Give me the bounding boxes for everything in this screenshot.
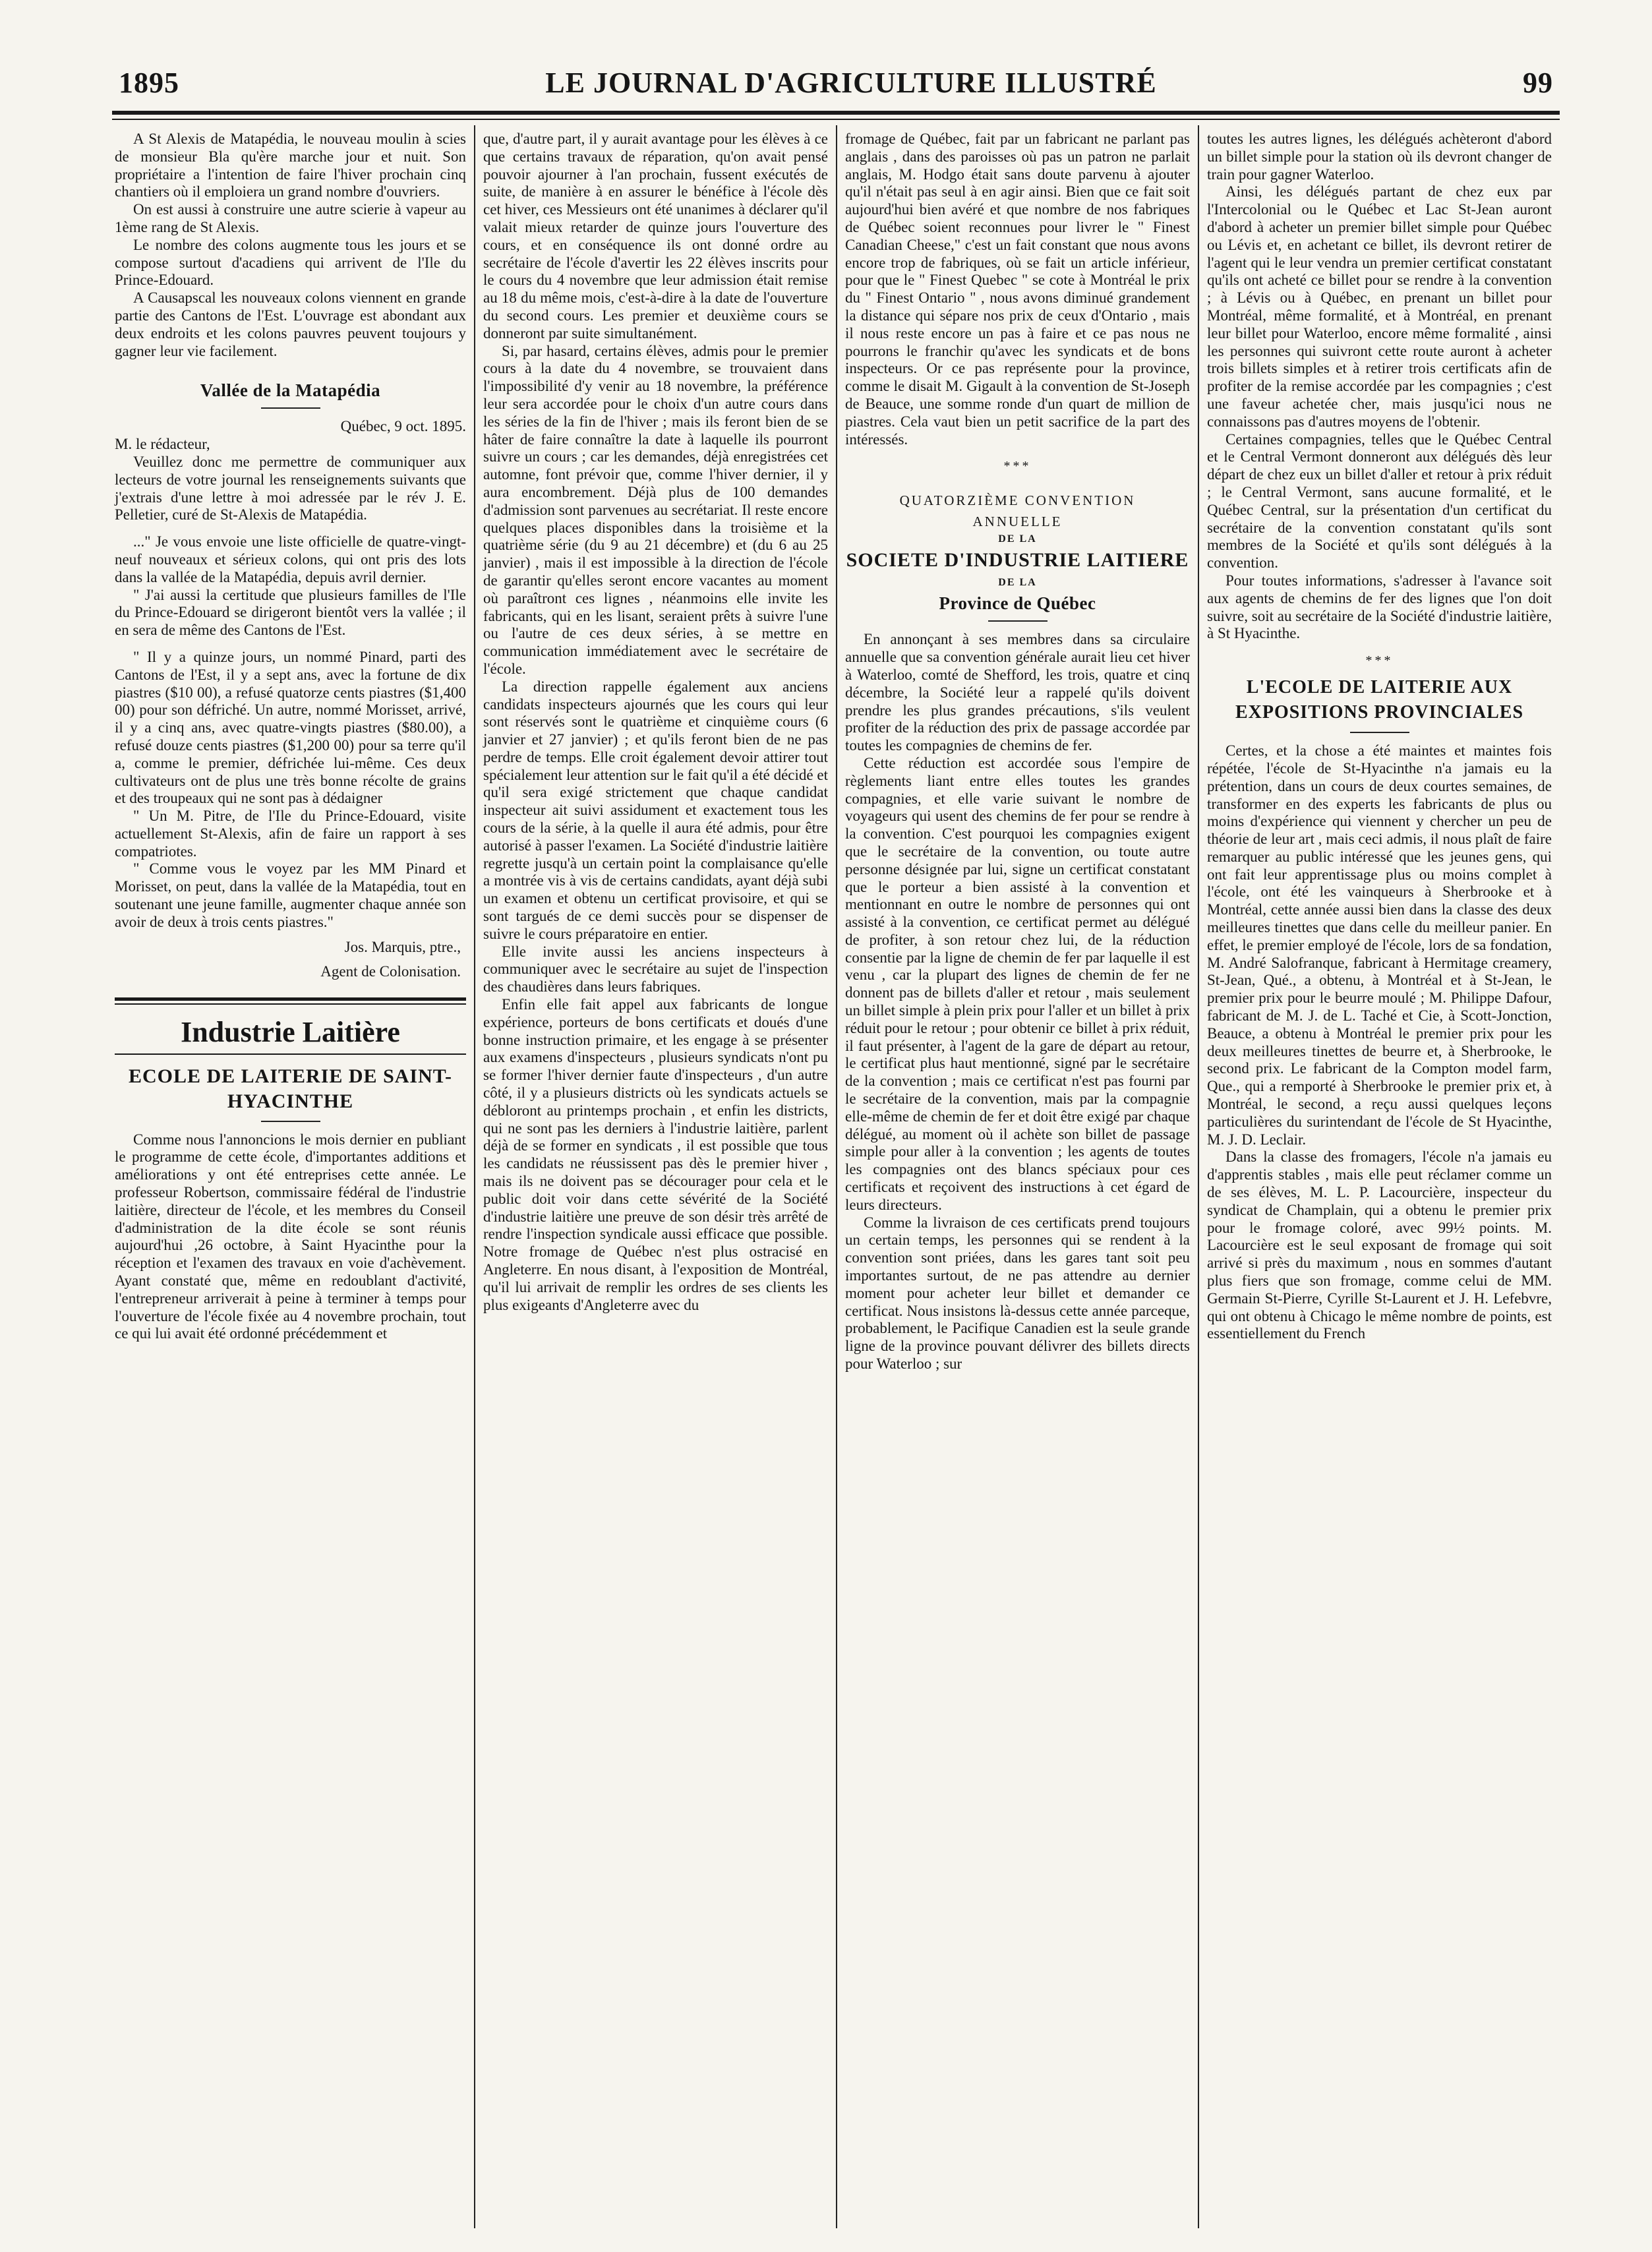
convention-heading-3: DE LA xyxy=(998,533,1037,545)
masthead-page-number: 99 xyxy=(1522,66,1553,99)
column-2 xyxy=(474,125,836,2228)
article-title: L'ECOLE DE LAITERIE AUX EXPOSITIONS PROVINCIALES xyxy=(1235,677,1524,723)
signature-name: Jos. Marquis, ptre., xyxy=(344,938,461,955)
short-rule xyxy=(1350,732,1409,733)
paragraph: A Causapscal les nouveaux colons viennent en grande partie des Cantons de l'Est. L'ouvrage est abondant aux deux endroits et les colons pauvres peuvent toujours y gagner leur vie facilement. xyxy=(115,289,466,359)
paragraph: " Un M. Pitre, de l'Ile du Prince-Edouard, visite actuellement St-Alexis, afin de faire un rapport à ses compatriotes. xyxy=(115,808,466,860)
paragraph: Certes, et la chose a été maintes et maintes fois répétée, l'école de St-Hyacinthe n'a jamais eu la prétention, dans un cours de deux courtes semaines, de transformer en des experts les fabricants de plus ou moins d'expérience qui viennent y chercher un peu de théorie de leur art , mais ceci admis, il nous plaît de faire remarquer au public intéressé que les jeunes gens, qui ont fait leur apprentissage plus ou moins complet à l'école, ont été les vainqueurs à Sherbrooke et à Montréal, cette année aussi bien dans la classe des deux meilleures tinettes que dans celle du meilleur panier. En effet, le premier employé de l'école, lors de sa fondation, M. André Salofranque, fabricant à Hermitage creamery, St-Jean, Qué., a obtenu, à Montréal et à St-Jean, le premier prix pour le beurre moulé ; M. Philippe Dafour, fabricant de M. J. de L. Taché et Cie, à Scott-Jonction, Beauce, a obtenu à Montréal le premier prix pour les deux meilleures tinettes de beurre et, à Sherbrooke, le second prix. Le fabricant de la Compton model farm, Que., qui a remporté à Sherbrooke le premier prix et, à Montréal, le second, a reçu aussi quelques leçons particulières du surintendant de l'école de St Hyacinthe, M. J. D. Leclair. xyxy=(1207,742,1552,1148)
paragraph: En annonçant à ses membres dans sa circulaire annuelle que sa convention générale aurait lieu cet hiver à Waterloo, comté de Shefford, les trois, quatre et cinq décembre, la Société leur a rappelé qu'ils doivent prendre les plus grandes précautions, s'ils veulent profiter de la réduction des prix de passage accordée par toutes les compagnies de chemins de fer. xyxy=(845,631,1190,754)
letter-heading: Vallée de la Matapédia xyxy=(200,380,381,401)
paragraph: " Il y a quinze jours, un nommé Pinard, parti des Cantons de l'Est, il y a sept ans, avec la fortune de dix piastres ($10 00), a refusé quatorze cents piastres ($1,400 00) pour son défriché. Un autre, nommé Morisset, arrivé, il y a cinq ans, avec quatre-vingts piastres ($80.00), a refusé douze cents piastres ($1,200 00) pour sa terre qu'il a, comme le premier, défrichée lui-même. Ces deux cultivateurs ont de plus une très bonne récolte de grains et des troupeaux qui ne sont pas à dédaigner xyxy=(115,648,466,807)
separator-stars: *** xyxy=(1003,459,1032,474)
paragraph: Veuillez donc me permettre de communiquer aux lecteurs de votre journal les renseignements suivants que j'extrais d'une lettre à moi adressée par le rév J. E. Pelletier, curé de St-Alexis de Matapédia. xyxy=(115,453,466,523)
convention-heading-6: Province de Québec xyxy=(939,593,1096,614)
paragraph: Comme nous l'annoncions le mois dernier en publiant le programme de cette école, d'importantes additions et améliorations y ont été entreprises cette année. Le professeur Robertson, commissaire fédéral de l'industrie laitière, directeur de l'école, et les membres du Conseil d'administration de la dite école se sont réunis aujourd'hui ,26 octobre, à Saint Hyacinthe pour la réception et l'examen des travaux en voie d'achèvement. Ayant constaté que, même en redoublant d'activité, l'entrepreneur arriverait à peine à terminer à temps pour l'ouverture de l'école fixée au 4 novembre prochain, tout ce qui lui avait été ordonné précédemment et xyxy=(115,1131,466,1342)
paragraph: toutes les autres lignes, les délégués achèteront d'abord un billet simple pour la station où ils devront changer de train pour gagner Waterloo. xyxy=(1207,131,1552,183)
paragraph: Certaines compagnies, telles que le Québec Central et le Central Vermont donneront aux délégués dès leur départ de chez eux un billet d'aller et retour à prix réduit ; le Central Vermont, sans aucune formalité, et le Québec Central, sur la présentation d'un certificat du secrétaire de la convention constatant qu'ils sont membres de la Société et qu'ils sont délégués à la convention. xyxy=(1207,430,1552,572)
paragraph: Enfin elle fait appel aux fabricants de longue expérience, porteurs de bons certificats et doués d'une bonne instruction primaire, et les engage à se présenter aux examens d'inspecteurs , plusieurs syndicats n'ont pu se former l'hiver dernier faute d'inspecteurs , d'un autre côté, il y a plusieurs districts où les syndicats actuels se débloront au printemps prochain , et enfin les districts, qui ne sont pas les derniers à l'industrie laitière, parlent déjà de se former en syndicats , il est possible que tous les candidats ne réussissent pas dès le premier hiver , mais ils ne doivent pas se décourager pour cela et le public doit voir dans cette sévérité de la Société d'industrie laitière une preuve de son désir très arrêté de rendre l'inspection syndicale aussi efficace que possible. Notre fromage de Québec n'est plus ostracisé en Angleterre. En nous disant, à l'exposition de Montréal, qu'il lui arrivait de remplir les ordres de ses clients les plus exigeants d'Angleterre avec du xyxy=(483,996,828,1313)
paragraph: Si, par hasard, certains élèves, admis pour le premier cours à la date du 4 novembre, se trouvaient dans l'impossibilité d'y venir au 18 novembre, la préférence leur sera accordée pour le choix d'un autre cours dans les séries de la fin de l'hiver ; mais ils feront bien de se hâter de faire connaître la date à laquelle ils pourront suivre un cours ; car les demandes, déjà enregistrées cet automne, font prévoir que, comme l'hiver dernier, il y aura encombrement. Déjà plus de 100 demandes d'admission sont parvenues au secrétariat. Il reste encore quelques places disponibles dans la troisième et la quatrième série (du 9 au 21 décembre) et (du 6 au 25 janvier) , mais il est impossible à la direction de l'école de garantir qu'elles seront encore vacantes au moment où paraîtront ces lignes , néanmoins elle invite les fabricants, qui en les lisant, seraient prêts à suivre l'une ou l'autre de ces deux séries, à se mettre en communication immédiatement avec le secrétaire de l'école. xyxy=(483,342,828,677)
masthead-rule xyxy=(112,111,1560,115)
masthead-title: LE JOURNAL D'AGRICULTURE ILLUSTRÉ xyxy=(545,66,1157,99)
signature-title: Agent de Colonisation. xyxy=(320,963,461,980)
paragraph: " J'ai aussi la certitude que plusieurs familles de l'Ile du Prince-Edouard se dirigeront bientôt vers la vallée ; il en sera de même des Cantons de l'Est. xyxy=(115,586,466,639)
paragraph: La direction rappelle également aux anciens candidats inspecteurs ajournés que les cours qui leur sont réservés sont le quatrième et cinquième cours (6 janvier et 27 janvier) ; et qu'ils feront bien de ne pas perdre de temps. Elle croit également devoir attirer tout spécialement leur attention sur le fait qu'il a été décidé et qu'il sera exigé strictement que chaque candidat inspecteur ait suivi assidument et exactement tous les cours de la série, à la quelle il aura été admis, pour être autorisé à passer l'examen. La Société d'industrie laitière regrette jusqu'à un certain point la complaisance qu'elle a montrée vis à vis de certains candidats, ayant déjà subi un examen et obtenu un certificat provisoire, et qui se sont targués de ce demi succès pour se dispenser de suivre le cours préparatoire en entier. xyxy=(483,678,828,942)
masthead-year: 1895 xyxy=(119,66,179,99)
column-4 xyxy=(1198,125,1560,2228)
columns xyxy=(112,125,1560,2228)
paragraph: On est aussi à construire une autre scierie à vapeur au 1ème rang de St Alexis. xyxy=(115,201,466,235)
letter-salutation: M. le rédacteur, xyxy=(115,436,210,453)
convention-heading-4: SOCIETE D'INDUSTRIE LAITIERE xyxy=(846,549,1189,572)
paragraph: " Comme vous le voyez par les MM Pinard et Morisset, on peut, dans la vallée de la Matapédia, tout en soutenant une jeune famille, augmenter chaque année son avoir de deux à trois cents piastres." xyxy=(115,860,466,930)
paragraph: A St Alexis de Matapédia, le nouveau moulin à scies de monsieur Bla qu'ère marche jour et nuit. Son propriétaire a l'intention de faire l'hiver prochain cinq chantiers où il emploiera un grand nombre d'ouvriers. xyxy=(115,131,466,200)
paragraph: Le nombre des colons augmente tous les jours et se compose surtout d'acadiens qui arrivent de l'Ile du Prince-Edouard. xyxy=(115,236,466,289)
paragraph: ..." Je vous envoie une liste officielle de quatre-vingt-neuf nouveaux et sérieux colons, qui ont pris des lots dans la vallée de la Matapédia, depuis avril dernier. xyxy=(115,533,466,585)
convention-heading-2: ANNUELLE xyxy=(972,514,1063,530)
column-3 xyxy=(836,125,1198,2228)
convention-heading-1: QUATORZIÈME CONVENTION xyxy=(899,492,1136,509)
paragraph: Cette réduction est accordée sous l'empire de règlements liant entre elles toutes les grandes compagnies, et elle varie suivant le nombre de voyageurs qui usent des chemins de fer pour se rendre à la convention. C'est pourquoi les compagnies exigent que le secrétaire de la convention, ou toute autre personne désignée par lui, signe un certificat constatant que le porteur a bien assisté à la convention et mentionnant en outre le nombre de personnes qui ont assisté à la convention, ce certificat permet au délégué de profiter, à son retour chez lui, de la réduction consentie par la ligne de chemin de fer par laquelle il est venu , car la plupart des lignes de chemin de fer ne donnent pas de billets d'aller et retour , mais seulement un billet simple à plein prix pour l'aller et un billet à prix réduit pour le retour ; pour obtenir ce billet à prix réduit, il faut présenter, à l'agent de la gare de départ au retour, le certificat plus haut mentionné, signé par le secrétaire de la convention ; mais ce certificat n'est pas fourni par le secrétaire de la convention, mais par la compagnie elle-même de chemin de fer et doit être exigé par chaque délégué, au moment où il achète son billet de passage simple pour aller à la convention ; les agents de toutes les compagnies ont des blancs spéciaux pour ces certificats et reçoivent des instructions à cet égard de leurs directeurs. xyxy=(845,754,1190,1213)
paragraph: Pour toutes informations, s'adresser à l'avance soit aux agents de chemins de fer des lignes que l'on doit suivre, soit au secrétaire de la Société d'industrie laitière, à St Hyacinthe. xyxy=(1207,572,1552,642)
short-rule xyxy=(988,620,1047,622)
paragraph: Ainsi, les délégués partant de chez eux par l'Intercolonial ou le Québec et Lac St-Jean auront d'abord à acheter un premier billet simple pour Québec ou Lévis et, en achetant ce billet, ils devront retirer de l'agent qui le leur vendra un premier certificat constatant qu'ils ont acheté ce billet pour se rendre à la convention ; à Lévis ou à Québec, en prenant un billet pour Montréal, même formalité, et à Montréal, en prenant leur billet pour Waterloo, encore même formalité , ainsi les personnes qui suivront cette route auront à acheter trois billets simples et à retirer trois certificats afin de profiter de la remise accordée par les compagnies ; c'est une faveur achetée cher, mais jusqu'ici nous ne connaissons pas d'autres moyens de l'obtenir. xyxy=(1207,183,1552,430)
paragraph: que, d'autre part, il y aurait avantage pour les élèves à ce que certains travaux de réparation, qu'on avait pensé pouvoir ajourner à l'an prochain, fussent exécutés de suite, de manière à en assurer le bénéfice à l'école dès cet hiver, ces Messieurs ont été unanimes à déclarer qu'il valait mieux retarder de quinze jours l'ouverture des cours, et en conséquence ils ont donné ordre au secrétaire de l'école d'avertir les 22 élèves inscrits pour le cours du 4 novembre que leur admission était remise au 18 du même mois, c'est-à-dire à la date de l'ouverture du second cours. Les premier et deuxième cours se donneront par suite simultanément. xyxy=(483,131,828,341)
short-rule xyxy=(261,1121,320,1122)
section-rule xyxy=(115,997,466,1001)
section-title: Industrie Laitière xyxy=(181,1015,400,1048)
masthead xyxy=(119,61,1553,104)
masthead-rule-thin xyxy=(112,119,1560,120)
section-rule-thin xyxy=(115,1053,466,1055)
letter-place-date: Québec, 9 oct. 1895. xyxy=(340,418,466,435)
section-rule-thin xyxy=(115,1003,466,1005)
article-title: ECOLE DE LAITERIE DE SAINT-HYACINTHE xyxy=(128,1065,453,1112)
paragraph: fromage de Québec, fait par un fabricant ne parlant pas anglais , dans des paroisses où pas un patron ne parlait anglais, M. Hodgo était sans doute parvenu à ajouter qu'il n'était pas seul à en agir ainsi. Bien que ce fait soit aujourd'hui bien avéré et que nombre de nos fabriques de Québec soient reconnues pour livrer le " Finest Canadian Cheese," c'est un fait constant que nous avons encore trop de fabriques, où se fait un article inférieur, pour que le " Finest Quebec " se cote à Montréal le prix du " Finest Ontario " , nous avons diminué grandement la distance qui sépare nos prix de ceux d'Ontario , mais il nous reste encore un pas à faire et ce pas nous ne pourrons le franchir qu'avec les syndicats et de bons inspecteurs. Or ce pas représente pour la province, comme le disait M. Gigault à la convention de St-Joseph de Beauce, une somme ronde d'un quart de million de piastres. Cela vaut bien un petit sacrifice de la part des intéressés. xyxy=(845,131,1190,448)
short-rule xyxy=(261,407,320,409)
paragraph: Elle invite aussi les anciens inspecteurs à communiquer avec le secrétaire au sujet de l'inspection des chaudières dans leurs fabriques. xyxy=(483,943,828,995)
paragraph: Dans la classe des fromagers, l'école n'a jamais eu d'apprentis stables , mais elle peut réclamer comme un de ses élèves, M. L. P. Lacourcière, inspecteur du syndicat de Champlain, qui a obtenu le premier prix pour le fromage coloré, avec 99½ points. M. Lacourcière est le seul exposant de fromage qui soit arrivé si près du maximum , nous en sommes d'autant plus fiers que son fromage, comme celui de MM. Germain St-Pierre, Cyrille St-Laurent et J. H. Lefebvre, qui ont obtenu à Chicago le même nombre de points, est essentiellement du French xyxy=(1207,1148,1552,1342)
paragraph: Comme la livraison de ces certificats prend toujours un certain temps, les personnes qui se rendent à la convention sont priées, dans les gares tant soit peu importantes surtout, de ne pas attendre au dernier moment pour acheter leur billet et demander ce certificat. Nous insistons là-dessus cette année parceque, probablement, le Pacifique Canadien est la seule grande ligne de la province pouvant délivrer des billets directs pour Waterloo ; sur xyxy=(845,1214,1190,1373)
column-1 xyxy=(112,125,474,2228)
convention-heading-5: DE LA xyxy=(998,577,1037,589)
separator-stars: *** xyxy=(1365,653,1394,668)
